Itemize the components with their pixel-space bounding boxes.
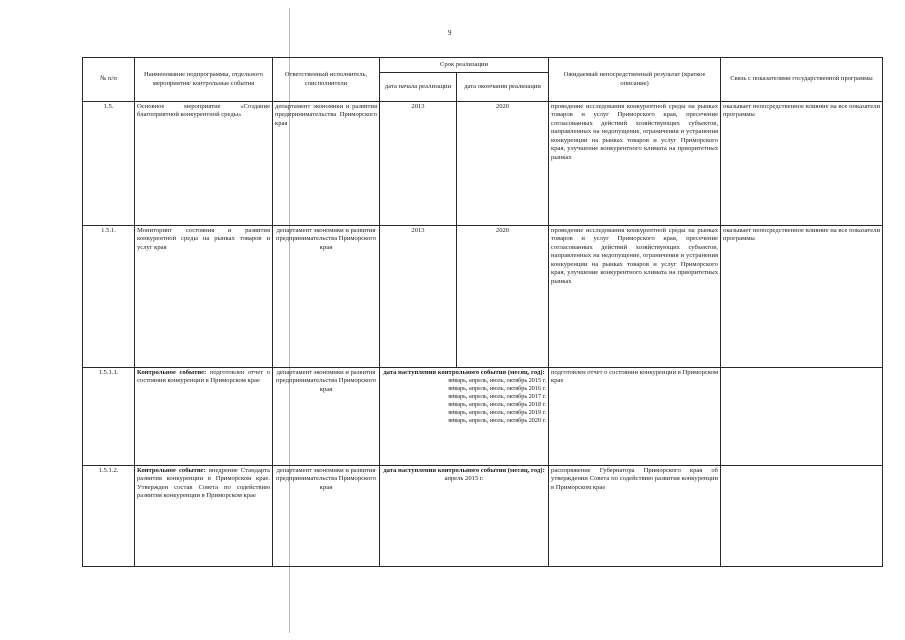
row-responsible: департамент экономики и развития предпринимательства Приморского края (273, 102, 380, 226)
date-item: январь, апрель, июль, октябрь 2017 г. (448, 393, 547, 401)
header-num: № п/п (83, 58, 135, 102)
row-link: оказывает непосредственное влияние на все показатели программы (721, 102, 883, 226)
row-result: проведение исследования конкурентной среды на рынках товаров и услуг Приморского края, пресечение согласованных действий хозяйствующих субъектов, направленных на недопущение, ограничения и устранения конкуренции на рынках товаров и услуг Приморского края, улучшение конкурентного климата на приоритетных рынках (549, 102, 721, 226)
row-end: 2020 (457, 226, 549, 368)
row-result: распоряжение Губернатора Приморского края об утверждении Совета по содействию развития конкуренции в Приморском крае (549, 466, 721, 567)
date-item: январь, апрель, июль, октябрь 2015 г. (448, 377, 547, 385)
date-single: апрель 2015 г. (444, 475, 484, 483)
page-number: 9 (448, 29, 452, 37)
row-name: подготовлен отчет о состоянии конкуренции в Приморском крае (137, 369, 270, 385)
row-num: 1.5.1.2. (83, 466, 135, 567)
date-list (382, 377, 546, 425)
row-name-cell (135, 368, 273, 466)
row-responsible: департамент экономики и развития предпринимательства Приморского края (273, 368, 380, 466)
row-num: 1.5.1. (83, 226, 135, 368)
row-result: подготовлен отчет о состоянии конкуренции в Приморском крае (549, 368, 721, 466)
header-row (83, 58, 883, 73)
table-row (83, 466, 883, 567)
date-item: январь, апрель, июль, октябрь 2018 г. (448, 401, 547, 409)
row-end: 2020 (457, 102, 549, 226)
table-row (83, 368, 883, 466)
row-link (721, 466, 883, 567)
header-period: Срок реализации (380, 58, 549, 73)
row-responsible: департамент экономики и развития предпринимательства Приморского края (273, 466, 380, 567)
row-start: 2013 (380, 226, 457, 368)
row-link (721, 368, 883, 466)
control-event-label: Контрольное событие: (137, 369, 207, 376)
header-responsible: Ответственный исполнитель, соисполнители (273, 58, 380, 102)
header-name: Наименование подпрограммы, отдельного мероприятия/ контрольные события (135, 58, 273, 102)
row-name: внедрение Стандарта развития конкуренции в Приморском крае. Утвержден состав Совета по содействию развития конкуренции в Приморском крае (137, 467, 270, 500)
row-name: Мониторинг состояния и развития конкурентной среды на рынках товаров и услуг края (135, 226, 273, 368)
row-responsible: департамент экономики и развития предпринимательства Приморского края (273, 226, 380, 368)
date-title: дата наступления контрольного события (месяц, год): (383, 369, 545, 376)
date-item: январь, апрель, июль, октябрь 2019 г. (448, 409, 547, 417)
row-name-cell (135, 466, 273, 567)
header-result: Ожидаемый непосредственный результат (краткое описание) (549, 58, 721, 102)
control-event-label: Контрольное событие: (137, 467, 206, 474)
date-item: январь, апрель, июль, октябрь 2020 г. (448, 417, 547, 425)
date-item: январь, апрель, июль, октябрь 2016 г. (448, 385, 547, 393)
program-table (82, 57, 883, 567)
header-end: дата окончания реализации (457, 73, 549, 102)
row-name: Основное мероприятие «Создание благоприятной конкурентной среды» (135, 102, 273, 226)
row-dates-cell (380, 368, 549, 466)
row-num: 1.5.1.1. (83, 368, 135, 466)
date-title: дата наступления контрольного события (месяц, год): (383, 467, 545, 474)
table-row (83, 226, 883, 368)
header-link: Связь с показателями государственной программы (721, 58, 883, 102)
row-link: оказывает непосредственное влияние на все показатели программы (721, 226, 883, 368)
row-num: 1.5. (83, 102, 135, 226)
row-dates-cell (380, 466, 549, 567)
header-start: дата начала реализации (380, 73, 457, 102)
table-row (83, 102, 883, 226)
row-start: 2013 (380, 102, 457, 226)
row-result: проведение исследования конкурентной среды на рынках товаров и услуг Приморского края, пресечение согласованных действий хозяйствующих субъектов, направленных на недопущение, ограничения и устранения конкуренции на рынках товаров и услуг Приморского края, улучшение конкурентного климата на приоритетных рынках (549, 226, 721, 368)
